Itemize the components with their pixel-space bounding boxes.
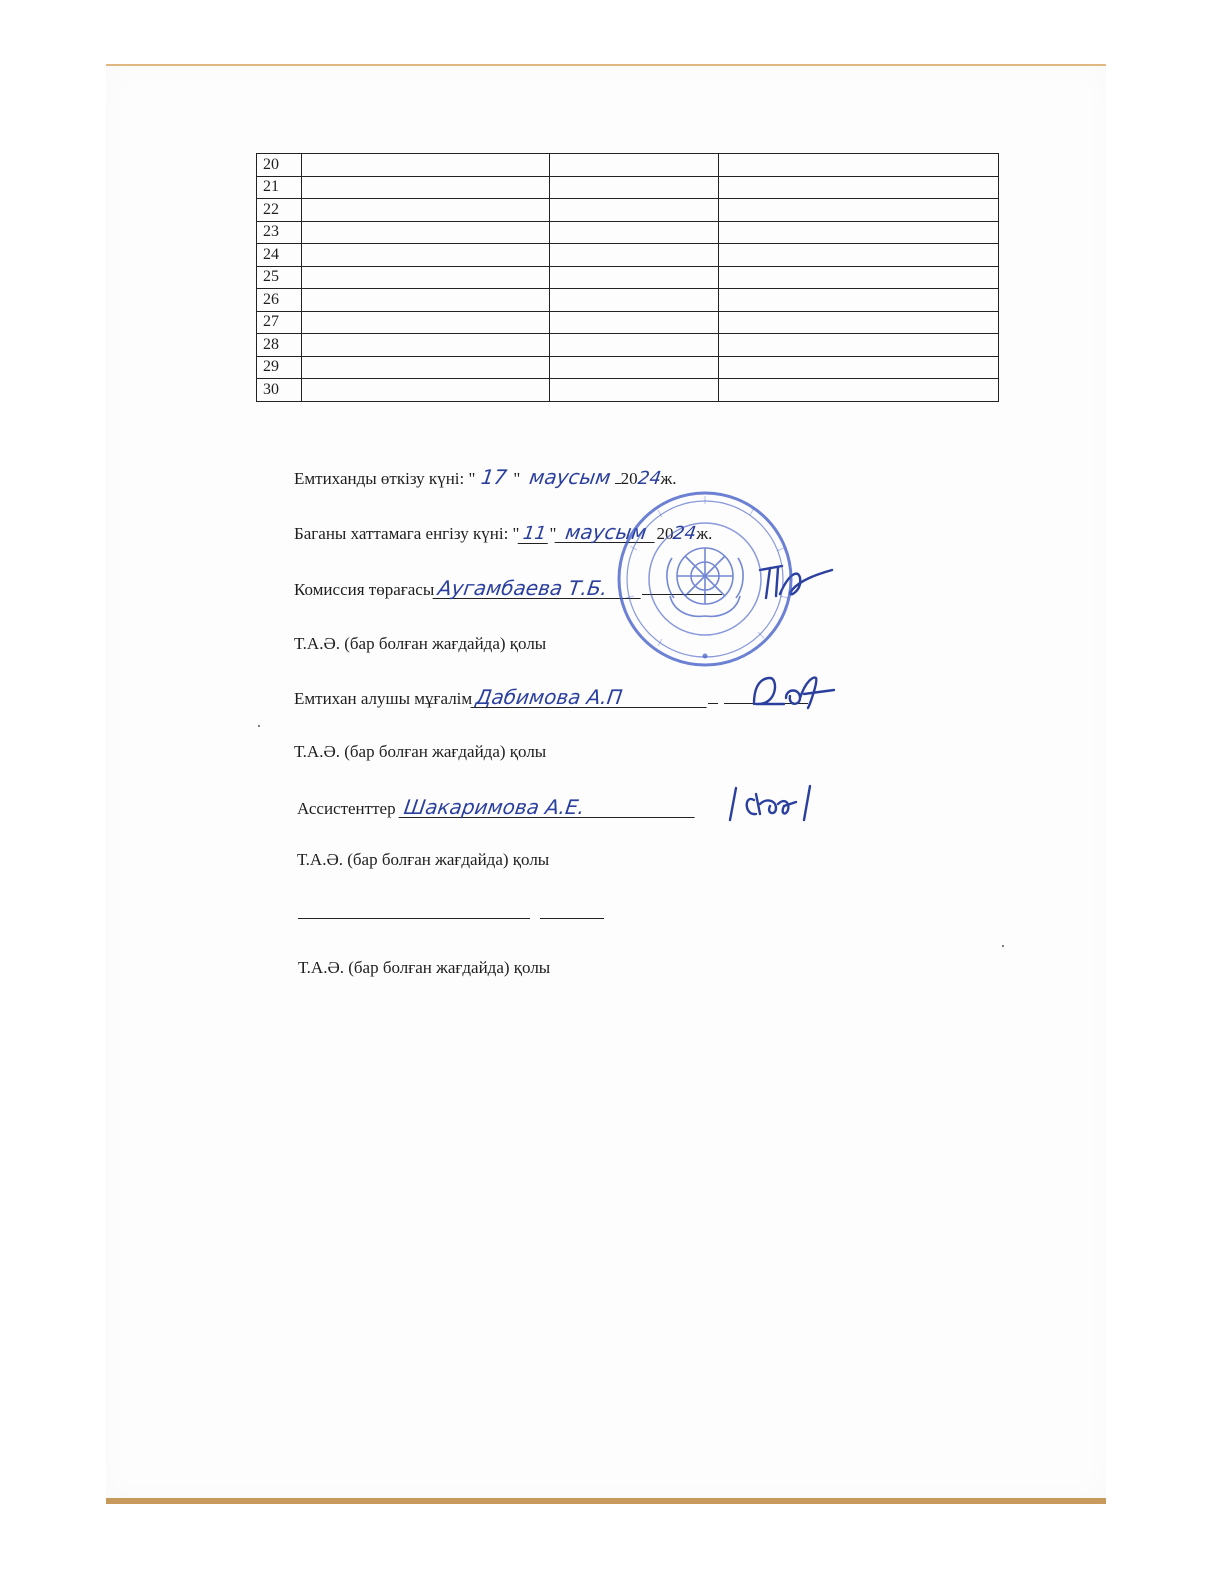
teacher-name: Дабимова А.П <box>471 687 710 708</box>
row-number-cell: 29 <box>257 356 302 379</box>
empty-cell <box>719 221 999 244</box>
empty-cell <box>550 334 719 357</box>
row-number-cell: 22 <box>257 199 302 222</box>
grade-date-year-prefix: 20 <box>656 524 674 543</box>
empty-cell <box>719 176 999 199</box>
paper-speck <box>1002 945 1004 947</box>
chairman-label: Комиссия төрағасы <box>294 580 435 599</box>
exam-date-line <box>294 467 677 489</box>
row-number-cell: 27 <box>257 311 302 334</box>
empty-cell <box>550 221 719 244</box>
empty-cell <box>550 379 719 402</box>
exam-date-year-prefix: 20 <box>620 469 638 488</box>
empty-cell <box>302 334 550 357</box>
empty-cell <box>719 154 999 177</box>
row-number-cell: 28 <box>257 334 302 357</box>
table-row <box>257 289 999 312</box>
grade-date-month: маусым <box>555 522 658 543</box>
empty-cell <box>550 311 719 334</box>
empty-cell <box>719 199 999 222</box>
empty-cell <box>550 266 719 289</box>
assistants-signature <box>726 780 822 824</box>
table-row <box>257 379 999 402</box>
empty-cell <box>302 266 550 289</box>
row-number-cell: 21 <box>257 176 302 199</box>
row-number-cell: 20 <box>257 154 302 177</box>
note-3: Т.А.Ә. (бар болған жағдайда) қолы <box>297 850 550 869</box>
empty-cell <box>550 244 719 267</box>
chairman-name: Аугамбаева Т.Б. <box>433 578 644 599</box>
assistants-line <box>297 797 696 819</box>
note-1: Т.А.Ә. (бар болған жағдайда) қолы <box>294 634 547 653</box>
table-row <box>257 244 999 267</box>
assistants-label: Ассистенттер <box>297 799 396 818</box>
blank-sign-line <box>540 906 604 919</box>
teacher-line <box>294 687 808 709</box>
note-2: Т.А.Ә. (бар болған жағдайда) қолы <box>294 742 547 761</box>
grade-date-quote: " <box>549 524 557 543</box>
empty-cell <box>550 176 719 199</box>
empty-cell <box>302 176 550 199</box>
teacher-gap <box>708 703 718 704</box>
teacher-label: Емтихан алушы мұғалім <box>294 689 473 708</box>
grades-table <box>256 153 999 402</box>
empty-cell <box>302 311 550 334</box>
note-4: Т.А.Ә. (бар болған жағдайда) қолы <box>298 958 551 977</box>
teacher-signature <box>744 668 840 712</box>
exam-date-month: маусым <box>527 465 612 489</box>
table-row <box>257 221 999 244</box>
empty-cell <box>550 199 719 222</box>
exam-date-suffix: ж. <box>660 469 677 488</box>
exam-date-day: 17 <box>480 465 509 489</box>
exam-date-year: 24 <box>636 468 663 489</box>
table-row <box>257 266 999 289</box>
grade-date-suffix: ж. <box>696 524 713 543</box>
empty-cell <box>302 379 550 402</box>
table-row <box>257 356 999 379</box>
table-row <box>257 334 999 357</box>
empty-cell <box>302 289 550 312</box>
row-number-cell: 23 <box>257 221 302 244</box>
grade-date-label: Баганы хаттамага енгізу күні: " <box>294 524 520 543</box>
empty-cell <box>302 154 550 177</box>
empty-cell <box>302 199 550 222</box>
paper-speck <box>258 725 260 727</box>
table-row <box>257 176 999 199</box>
table-row <box>257 154 999 177</box>
empty-cell <box>550 154 719 177</box>
row-number-cell: 30 <box>257 379 302 402</box>
empty-cell <box>719 356 999 379</box>
empty-cell <box>302 221 550 244</box>
empty-cell <box>719 289 999 312</box>
table-row <box>257 311 999 334</box>
exam-date-quote: " <box>513 469 521 488</box>
grade-date-day: 11 <box>518 525 551 544</box>
empty-cell <box>550 356 719 379</box>
row-number-cell: 26 <box>257 289 302 312</box>
empty-cell <box>719 244 999 267</box>
grade-date-year: 24 <box>672 523 698 544</box>
empty-cell <box>719 266 999 289</box>
official-stamp <box>614 488 796 670</box>
empty-cell <box>719 379 999 402</box>
empty-cell <box>302 244 550 267</box>
exam-date-label: Емтиханды өткізу күні: " <box>294 469 476 488</box>
table-row <box>257 199 999 222</box>
row-number-cell: 24 <box>257 244 302 267</box>
blank-signature-line <box>298 904 604 924</box>
empty-cell <box>550 289 719 312</box>
assistants-name: Шакаримова А.Е. <box>398 797 697 818</box>
blank-name-line <box>298 906 530 919</box>
empty-cell <box>719 334 999 357</box>
empty-cell <box>302 356 550 379</box>
empty-cell <box>719 311 999 334</box>
row-number-cell: 25 <box>257 266 302 289</box>
